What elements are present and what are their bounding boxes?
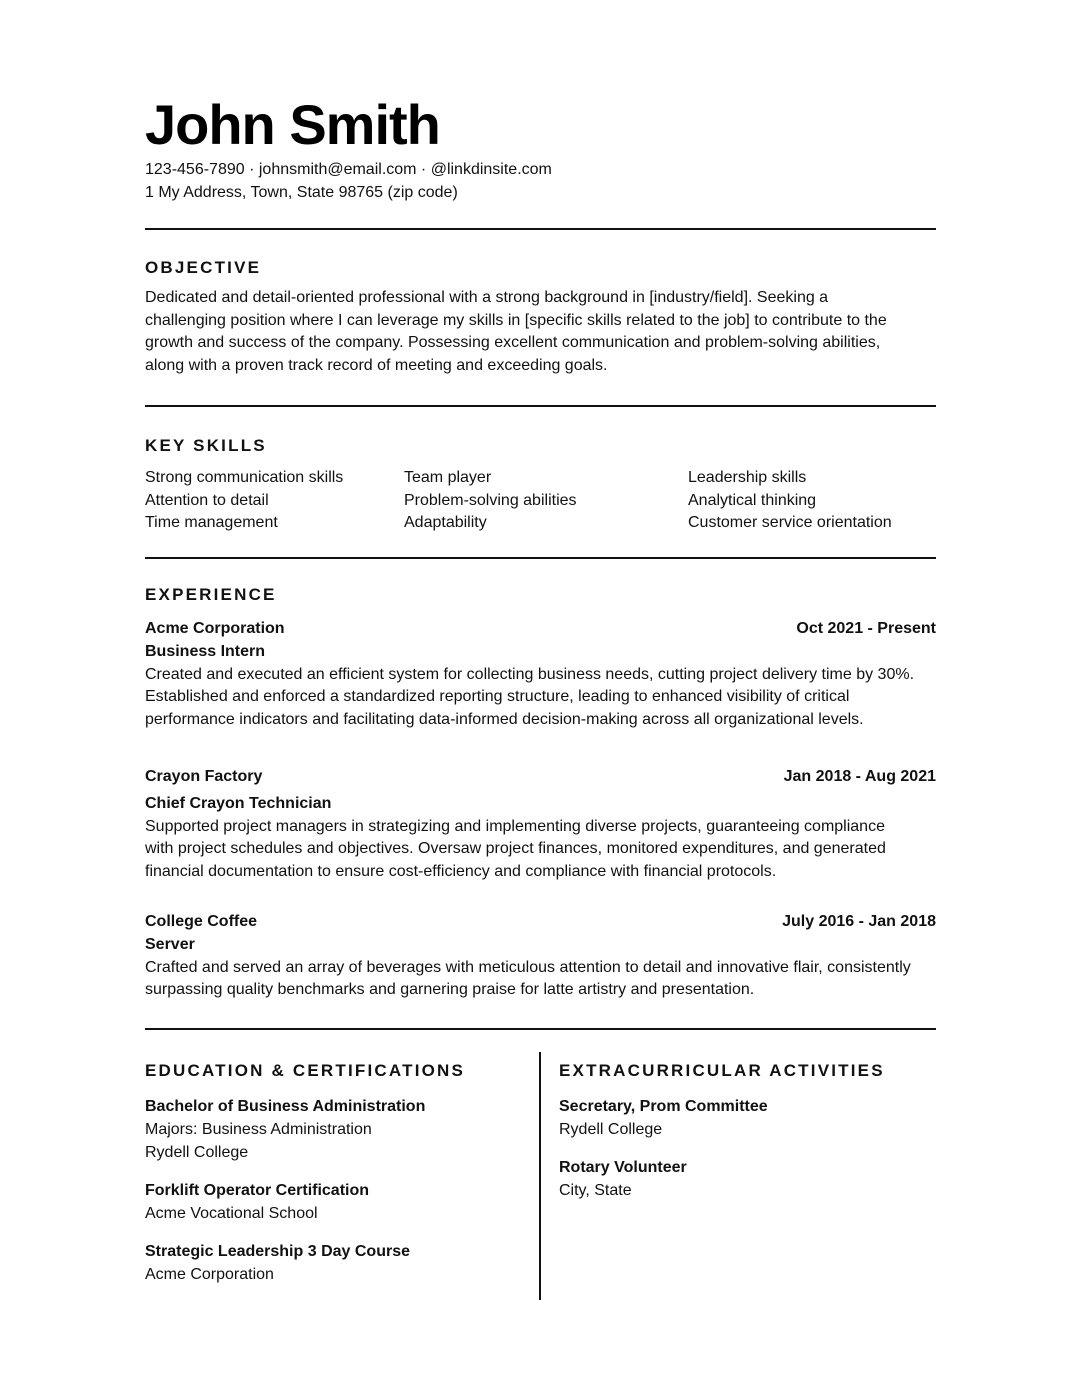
- job-title: Server: [145, 936, 195, 953]
- experience-heading: EXPERIENCE: [145, 585, 277, 604]
- objective-heading: OBJECTIVE: [145, 258, 262, 277]
- divider: [145, 557, 936, 559]
- skill-item: Attention to detail: [145, 491, 269, 509]
- job-description-line: Established and enforced a standardized reporting structure, leading to enhanced visibility of critical: [145, 688, 850, 705]
- activity-entry: [559, 1156, 936, 1202]
- job-title: Business Intern: [145, 643, 266, 660]
- objective-text: [145, 287, 936, 377]
- skill-item: Team player: [404, 469, 492, 486]
- job-description-line: surpassing quality benchmarks and garnering praise for latte artistry and presentation.: [145, 981, 755, 998]
- job-description-line: Created and executed an efficient system for collecting business needs, cutting project delivery time by 30%.: [145, 665, 915, 683]
- skills-heading: KEY SKILLS: [145, 436, 267, 455]
- education-detail: Majors: Business Administration: [145, 1121, 372, 1138]
- activity-detail: City, State: [559, 1182, 632, 1199]
- contact-block: [145, 158, 552, 204]
- extracurricular-heading: EXTRACURRICULAR ACTIVITIES: [559, 1061, 885, 1080]
- education-entry: [145, 1240, 525, 1286]
- skills-column: [404, 467, 577, 535]
- education-entry: [145, 1179, 525, 1225]
- divider: [145, 1028, 936, 1030]
- job-entry: [145, 618, 936, 731]
- job-description-line: financial documentation to ensure cost-efficiency and compliance with financial protocols.: [145, 862, 777, 880]
- objective-line: growth and success of the company. Possessing excellent communication and problem-solving abilities,: [145, 334, 881, 351]
- address-line: 1 My Address, Town, State 98765 (zip code): [145, 184, 458, 201]
- job-entry: [145, 766, 936, 883]
- objective-line: Dedicated and detail-oriented professional with a strong background in [industry/field]. Seeking a: [145, 289, 829, 306]
- job-dates: Jan 2018 - Aug 2021: [783, 768, 936, 785]
- education-title: Bachelor of Business Administration: [145, 1098, 426, 1115]
- job-title: Chief Crayon Technician: [145, 795, 332, 812]
- skill-item: Analytical thinking: [688, 491, 817, 509]
- objective-line: along with a proven track record of meeting and exceeding goals.: [145, 356, 608, 374]
- candidate-name: John Smith: [145, 93, 440, 156]
- education-detail: Rydell College: [145, 1144, 249, 1161]
- job-company: College Coffee: [145, 913, 258, 930]
- activity-title: Secretary, Prom Committee: [559, 1098, 768, 1115]
- activity-title: Rotary Volunteer: [559, 1159, 687, 1176]
- skill-item: Adaptability: [404, 514, 487, 531]
- job-description-line: Crafted and served an array of beverages with meticulous attention to detail and innovative flair, consistently: [145, 958, 911, 976]
- job-entry: [145, 911, 936, 1002]
- education-heading: EDUCATION & CERTIFICATIONS: [145, 1061, 466, 1080]
- education-detail: Acme Vocational School: [145, 1205, 318, 1222]
- job-dates: July 2016 - Jan 2018: [782, 913, 936, 930]
- objective-line: challenging position where I can leverage my skills in [specific skills related to the job] to contribute to the: [145, 311, 887, 329]
- job-description-line: with project schedules and objectives. Oversaw project finances, monitored expenditures, and generated: [145, 840, 886, 857]
- divider: [145, 228, 936, 230]
- education-detail: Acme Corporation: [145, 1266, 274, 1283]
- skill-item: Customer service orientation: [688, 514, 892, 531]
- column-divider: [539, 1052, 541, 1300]
- job-company: Acme Corporation: [145, 620, 285, 637]
- job-description-line: Supported project managers in strategizing and implementing diverse projects, guaranteeing compliance: [145, 817, 885, 835]
- skill-item: Leadership skills: [688, 469, 807, 486]
- skill-item: Problem-solving abilities: [404, 491, 577, 509]
- extracurricular-list: [559, 1095, 936, 1217]
- education-title: Forklift Operator Certification: [145, 1182, 370, 1199]
- activity-detail: Rydell College: [559, 1121, 663, 1138]
- job-company: Crayon Factory: [145, 768, 263, 785]
- skills-column: [688, 467, 892, 535]
- education-list: [145, 1095, 525, 1301]
- activity-entry: [559, 1095, 936, 1141]
- skill-item: Strong communication skills: [145, 469, 344, 486]
- skills-column: [145, 467, 343, 535]
- education-entry: [145, 1095, 525, 1164]
- job-dates: Oct 2021 - Present: [796, 620, 936, 637]
- divider: [145, 405, 936, 407]
- skill-item: Time management: [145, 514, 278, 531]
- job-description-line: performance indicators and facilitating data-informed decision-making across all organizational levels.: [145, 710, 864, 728]
- education-title: Strategic Leadership 3 Day Course: [145, 1243, 410, 1260]
- contact-line: 123-456-7890 · johnsmith@email.com · @linkdinsite.com: [145, 161, 552, 178]
